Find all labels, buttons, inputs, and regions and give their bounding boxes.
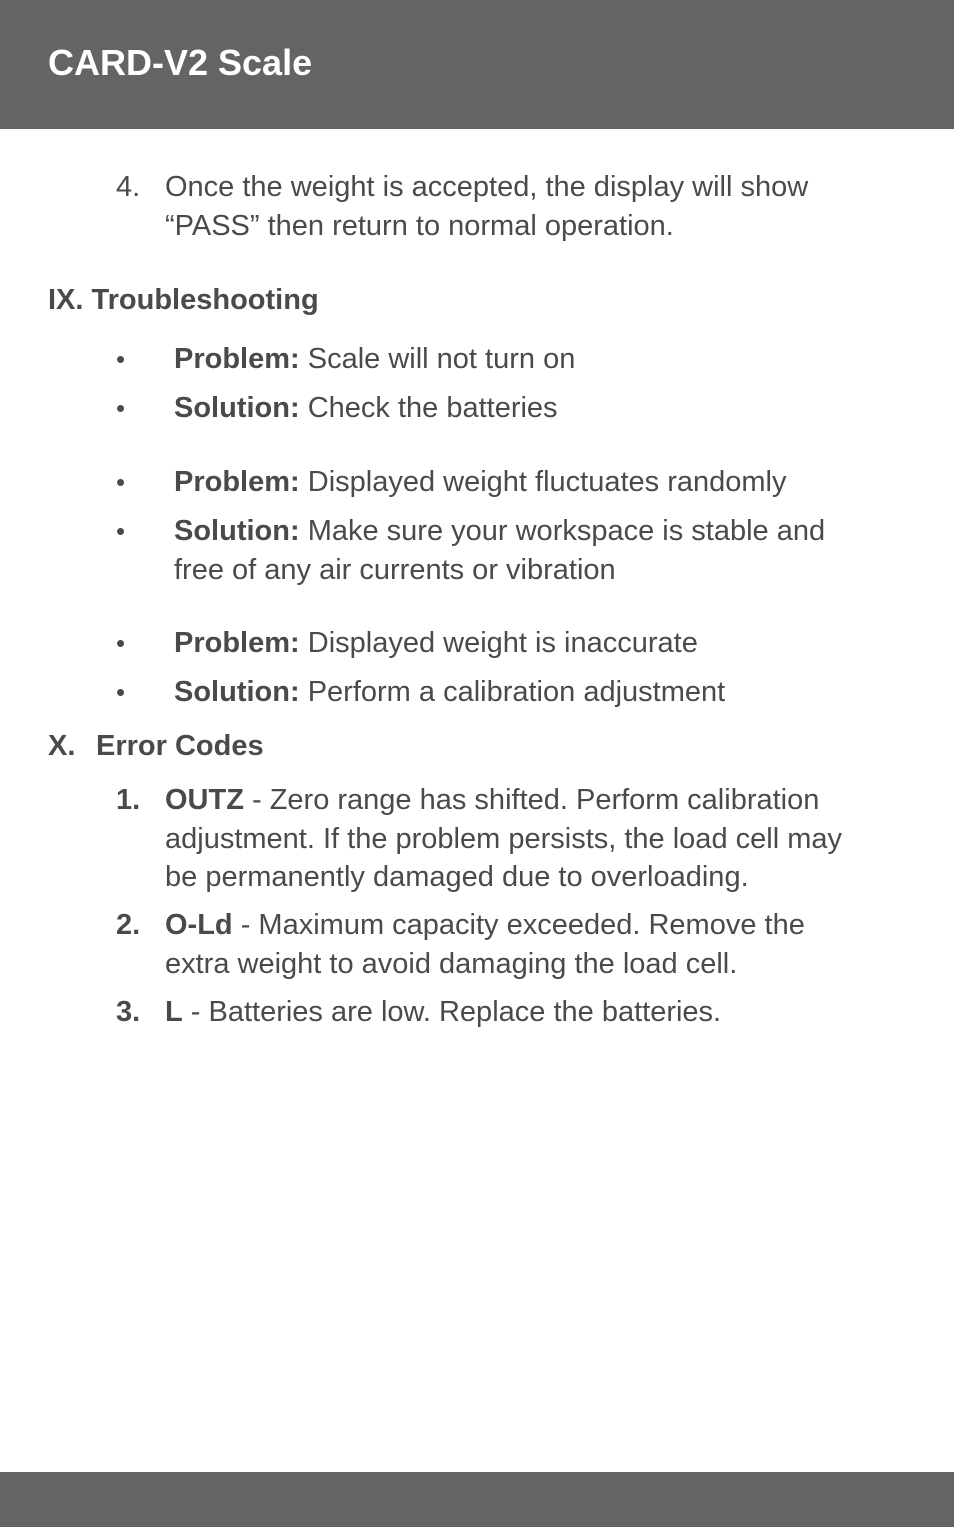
item-text: Perform a calibration adjustment: [307, 676, 726, 708]
error-code: L: [165, 996, 183, 1028]
item-label: Solution:: [174, 515, 300, 547]
bullet-icon: •: [116, 344, 126, 374]
error-code: O-Ld: [165, 909, 233, 941]
step-text-line: Once the weight is accepted, the display will show: [165, 171, 809, 203]
item-label: Problem:: [174, 343, 300, 375]
error-code-number: 1.: [116, 784, 141, 816]
error-description: extra weight to avoid damaging the load cell.: [165, 947, 738, 980]
page-footer: [0, 1472, 954, 1527]
error-code-item: [165, 993, 721, 1032]
error-description: - Batteries are low. Replace the batteries.: [182, 996, 722, 1028]
error-codes-heading-number: X.: [48, 730, 76, 762]
page-header: [0, 0, 954, 129]
error-code-number: 2.: [116, 909, 141, 941]
error-description: - Zero range has shifted. Perform calibration: [243, 784, 820, 816]
troubleshooting-item: [174, 673, 725, 712]
error-code-number: 3.: [116, 996, 141, 1028]
item-text: Displayed weight fluctuates randomly: [307, 466, 787, 498]
error-description: - Maximum capacity exceeded. Remove the: [232, 909, 805, 941]
error-code-item: [165, 781, 842, 897]
step-number: 4.: [116, 171, 141, 203]
header-title: CARD-V2 Scale: [48, 42, 313, 83]
error-description: be permanently damaged due to overloading.: [165, 861, 749, 893]
troubleshooting-heading: IX. Troubleshooting: [48, 284, 319, 316]
item-text: Make sure your workspace is stable and: [307, 515, 826, 547]
troubleshooting-item: [174, 340, 575, 379]
troubleshooting-item: [174, 389, 558, 428]
error-description: adjustment. If the problem persists, the load cell may: [165, 822, 842, 855]
error-code-item: [165, 906, 805, 983]
item-label: Solution:: [174, 392, 300, 424]
item-label: Solution:: [174, 676, 300, 708]
item-text: Check the batteries: [307, 392, 558, 424]
item-label: Problem:: [174, 627, 300, 659]
error-codes-heading: Error Codes: [96, 730, 264, 762]
bullet-icon: •: [116, 467, 126, 497]
error-code: OUTZ: [165, 784, 244, 816]
step-text-line: “PASS” then return to normal operation.: [165, 209, 674, 242]
bullet-icon: •: [116, 516, 126, 546]
bullet-icon: •: [116, 628, 126, 658]
item-label: Problem:: [174, 466, 300, 498]
bullet-icon: •: [116, 393, 126, 423]
troubleshooting-item: [174, 624, 698, 663]
item-text: Scale will not turn on: [307, 343, 576, 375]
item-text: Displayed weight is inaccurate: [307, 627, 698, 659]
troubleshooting-item: [174, 463, 787, 502]
item-text: free of any air currents or vibration: [174, 553, 616, 586]
troubleshooting-item: [174, 512, 825, 589]
step-text: [165, 168, 808, 245]
bullet-icon: •: [116, 677, 126, 707]
